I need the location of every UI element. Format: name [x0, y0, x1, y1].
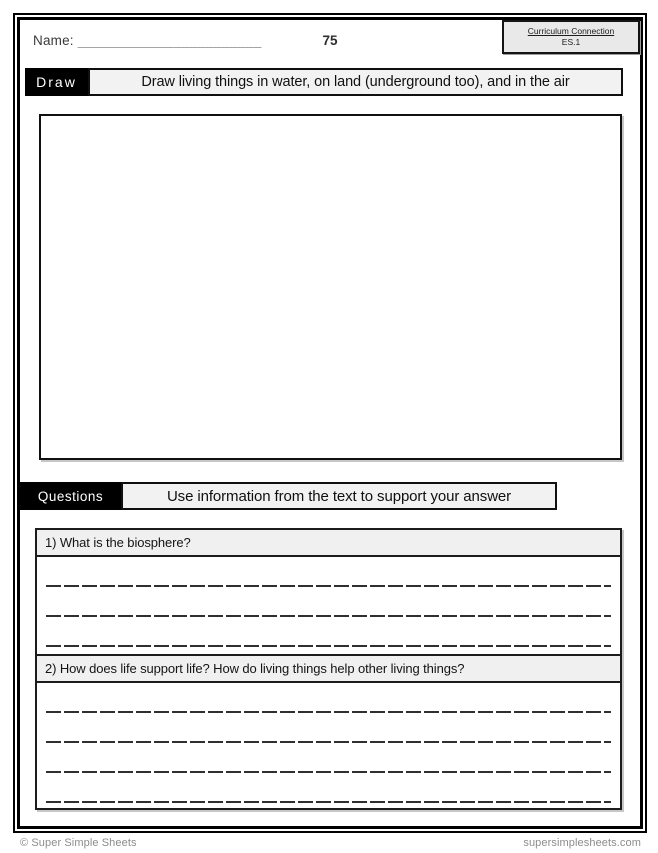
question-1-header: 1) What is the biosphere?: [37, 530, 620, 557]
answer-line: [46, 645, 611, 647]
curriculum-connection-title: Curriculum Connection: [527, 26, 615, 37]
curriculum-code: ES.1: [561, 37, 581, 47]
curriculum-connection-box: [502, 20, 640, 54]
answer-line: [46, 711, 611, 713]
name-label: Name:: [33, 33, 74, 48]
question-2-answer-area: [37, 683, 620, 808]
question-2-header: 2) How does life support life? How do living things help other living things?: [37, 654, 620, 683]
questions-section-header: [20, 482, 557, 510]
answer-line: [46, 741, 611, 743]
name-blank-line: _______________________: [77, 33, 262, 48]
draw-section-header: [25, 68, 623, 96]
answer-line: [46, 771, 611, 773]
answer-line: [46, 585, 611, 587]
website-url: supersimplesheets.com: [523, 837, 641, 849]
answer-line: [46, 615, 611, 617]
questions-section-label: Questions: [20, 482, 121, 510]
page-inner-frame: [17, 17, 643, 829]
draw-section-prompt: Draw living things in water, on land (underground too), and in the air: [88, 68, 623, 96]
page-footer: [20, 837, 641, 849]
questions-section-prompt: Use information from the text to support your answer: [121, 482, 557, 510]
answer-line: [46, 801, 611, 803]
drawing-area: [39, 114, 622, 460]
draw-section-label: Draw: [25, 68, 88, 96]
question-1-answer-area: [37, 557, 620, 654]
page-number: 75: [322, 33, 338, 48]
copyright-text: © Super Simple Sheets: [20, 837, 137, 849]
page-frame: [13, 13, 647, 833]
questions-box: [35, 528, 622, 810]
